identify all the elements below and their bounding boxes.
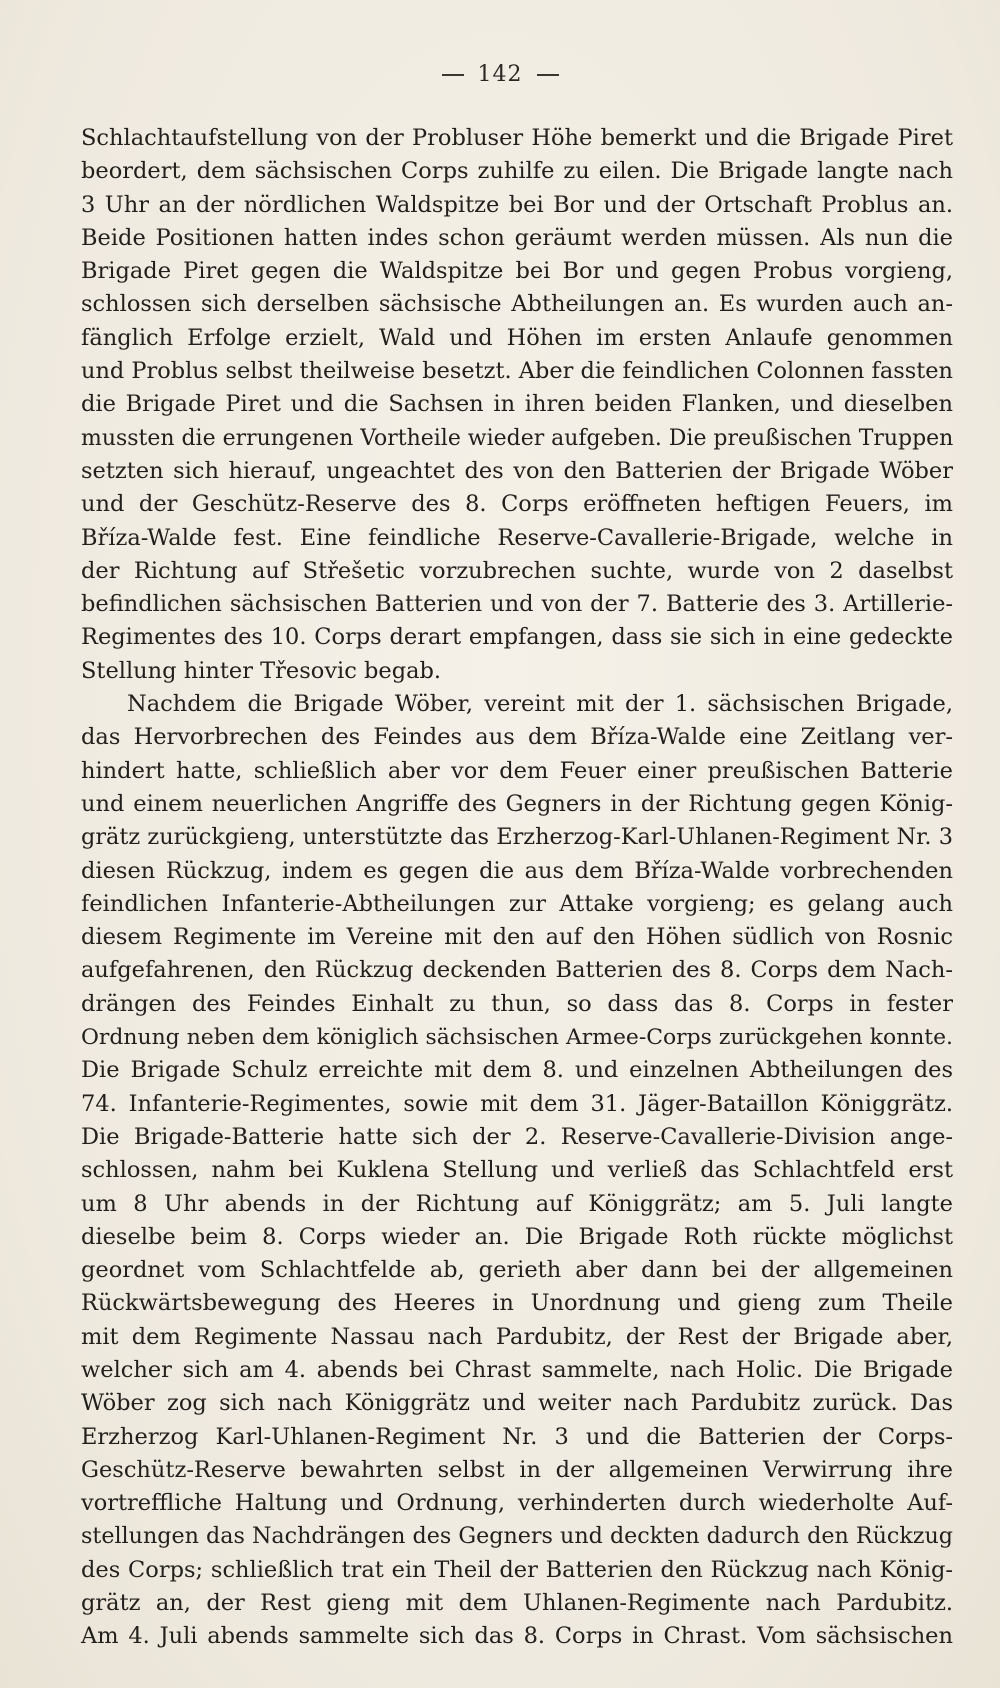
text-line: Brigade Piret gegen die Waldspitze bei Bor und gegen Probus vorgieng, (81, 258, 953, 285)
text-line: grätz zurückgieng, unterstützte das Erzherzog-Karl-Uhlanen-Regiment Nr. 3 (81, 824, 953, 851)
body-text (81, 122, 953, 1654)
text-line: fänglich Erfolge erzielt, Wald und Höhen im ersten Anlaufe genommen (81, 324, 953, 351)
text-line: 3 Uhr an der nördlichen Waldspitze bei Bor und der Ortschaft Problus an. (81, 191, 953, 218)
text-line: der Richtung auf Střešetic vorzubrechen suchte, wurde von 2 daselbst (81, 557, 953, 584)
text-line: um 8 Uhr abends in der Richtung auf Königgrätz; am 5. Juli langte (81, 1190, 953, 1217)
left-dash (442, 74, 464, 76)
text-line: hindert hatte, schließlich aber vor dem Feuer einer preußischen Batterie (81, 757, 953, 784)
text-line: 74. Infanterie-Regimentes, sowie mit dem 31. Jäger-Bataillon Königgrätz. (81, 1090, 953, 1117)
right-dash (537, 74, 559, 76)
text-line: das Hervorbrechen des Feindes aus dem Bříza-Walde eine Zeitlang ver- (81, 724, 953, 751)
text-line: vortreffliche Haltung und Ordnung, verhinderten durch wiederholte Auf- (81, 1490, 953, 1517)
text-line: welcher sich am 4. abends bei Chrast sammelte, nach Holic. Die Brigade (81, 1356, 953, 1383)
text-line: mit dem Regimente Nassau nach Pardubitz, der Rest der Brigade aber, (81, 1323, 953, 1350)
text-line: dieselbe beim 8. Corps wieder an. Die Brigade Roth rückte möglichst (81, 1223, 953, 1250)
text-line: aufgefahrenen, den Rückzug deckenden Batterien des 8. Corps dem Nach- (81, 957, 953, 984)
text-line: und einem neuerlichen Angriffe des Gegners in der Richtung gegen König- (81, 790, 953, 817)
text-line: beordert, dem sächsischen Corps zuhilfe zu eilen. Die Brigade langte nach (81, 158, 953, 185)
text-line: Wöber zog sich nach Königgrätz und weiter nach Pardubitz zurück. Das (81, 1390, 953, 1417)
text-line: geordnet vom Schlachtfelde ab, gerieth aber dann bei der allgemeinen (81, 1257, 953, 1284)
text-line: setzten sich hierauf, ungeachtet des von den Batterien der Brigade Wöber (81, 457, 953, 484)
page-number: 142 (477, 62, 523, 87)
text-line: Die Brigade-Batterie hatte sich der 2. Reserve-Cavallerie-Division ange- (81, 1123, 953, 1150)
text-line: Nachdem die Brigade Wöber, vereint mit der 1. sächsischen Brigade, (127, 691, 953, 718)
text-line: diesen Rückzug, indem es gegen die aus dem Bříza-Walde vorbrechenden (81, 857, 953, 884)
text-line: und Problus selbst theilweise besetzt. Aber die feindlichen Colonnen fassten (81, 358, 953, 385)
text-line: stellungen das Nachdrängen des Gegners und deckten dadurch den Rückzug (81, 1523, 953, 1550)
text-line: schlossen, nahm bei Kuklena Stellung und verließ das Schlachtfeld erst (81, 1157, 953, 1184)
text-line: Ordnung neben dem königlich sächsischen Armee-Corps zurückgehen konnte. (81, 1025, 953, 1051)
text-line: Am 4. Juli abends sammelte sich das 8. Corps in Chrast. Vom sächsischen (81, 1623, 953, 1650)
text-line: Beide Positionen hatten indes schon geräumt werden müssen. Als nun die (81, 224, 953, 251)
text-line: die Brigade Piret und die Sachsen in ihren beiden Flanken, und dieselben (81, 391, 953, 418)
text-line: feindlichen Infanterie-Abtheilungen zur Attake vorgieng; es gelang auch (81, 890, 953, 917)
text-line: Rückwärtsbewegung des Heeres in Unordnung und gieng zum Theile (81, 1290, 953, 1317)
text-line: und der Geschütz-Reserve des 8. Corps eröffneten heftigen Feuers, im (81, 491, 953, 518)
text-line: grätz an, der Rest gieng mit dem Uhlanen-Regimente nach Pardubitz. (81, 1590, 953, 1617)
text-line: Erzherzog Karl-Uhlanen-Regiment Nr. 3 und die Batterien der Corps- (81, 1423, 953, 1450)
page-number-header (0, 62, 1000, 87)
text-line: schlossen sich derselben sächsische Abtheilungen an. Es wurden auch an- (81, 291, 953, 318)
text-line: befindlichen sächsischen Batterien und von der 7. Batterie des 3. Artillerie- (81, 591, 953, 618)
text-line: mussten die errungenen Vortheile wieder aufgeben. Die preußischen Truppen (81, 425, 954, 451)
text-line: drängen des Feindes Einhalt zu thun, so dass das 8. Corps in fester (81, 990, 953, 1017)
text-line: Die Brigade Schulz erreichte mit dem 8. und einzelnen Abtheilungen des (81, 1057, 953, 1084)
text-line: Regimentes des 10. Corps derart empfangen, dass sie sich in eine gedeckte (81, 624, 953, 651)
text-line: diesem Regimente im Vereine mit den auf den Höhen südlich von Rosnic (81, 924, 953, 951)
text-line: Schlachtaufstellung von der Probluser Höhe bemerkt und die Brigade Piret (81, 125, 953, 151)
text-line: Geschütz-Reserve bewahrten selbst in der allgemeinen Verwirrung ihre (81, 1456, 953, 1483)
text-line: Stellung hinter Třesovic begab. (81, 657, 442, 684)
text-line: des Corps; schließlich trat ein Theil der Batterien den Rückzug nach König- (81, 1556, 953, 1583)
text-line: Bříza-Walde fest. Eine feindliche Reserve-Cavallerie-Brigade, welche in (81, 524, 953, 551)
